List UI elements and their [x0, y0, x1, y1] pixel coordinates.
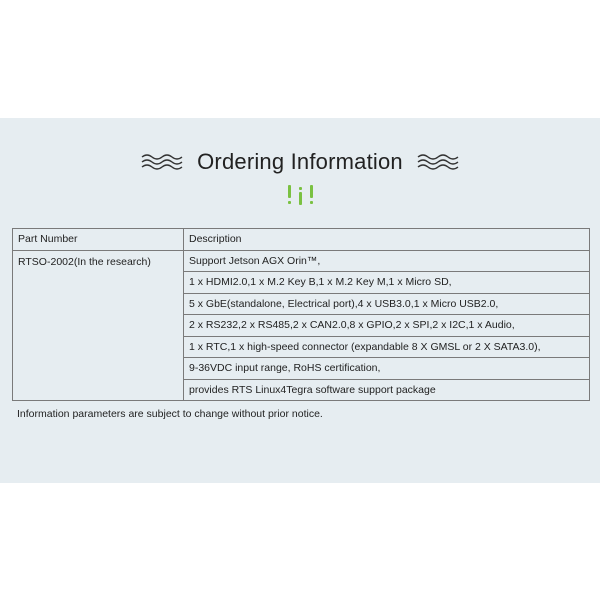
wave-left-icon [141, 153, 183, 171]
description-line: 1 x HDMI2.0,1 x M.2 Key B,1 x M.2 Key M,1 x Micro SD, [184, 272, 590, 294]
exclamation-mark-icon [288, 185, 291, 205]
header-part-number: Part Number [13, 229, 184, 251]
header-description: Description [184, 229, 590, 251]
disclaimer-note: Information parameters are subject to change without prior notice. [17, 408, 323, 420]
part-number-cell: RTSO-2002(In the research) [13, 250, 184, 401]
title-row [0, 147, 600, 177]
exclamation-mark-icon [310, 185, 313, 205]
description-line: provides RTS Linux4Tegra software support package [184, 379, 590, 401]
info-mark-icon [299, 185, 302, 205]
table-row [13, 250, 590, 272]
ordering-table [12, 228, 590, 401]
description-line: 1 x RTC,1 x high-speed connector (expandable 8 X GMSL or 2 X SATA3.0), [184, 336, 590, 358]
description-line: Support Jetson AGX Orin™, [184, 250, 590, 272]
page-title: Ordering Information [197, 149, 403, 174]
decorative-marks [0, 183, 600, 205]
description-line: 5 x GbE(standalone, Electrical port),4 x USB3.0,1 x Micro USB2.0, [184, 293, 590, 315]
wave-right-icon [417, 153, 459, 171]
table-header-row [13, 229, 590, 251]
description-line: 2 x RS232,2 x RS485,2 x CAN2.0,8 x GPIO,2 x SPI,2 x I2C,1 x Audio, [184, 315, 590, 337]
description-line: 9-36VDC input range, RoHS certification, [184, 358, 590, 380]
